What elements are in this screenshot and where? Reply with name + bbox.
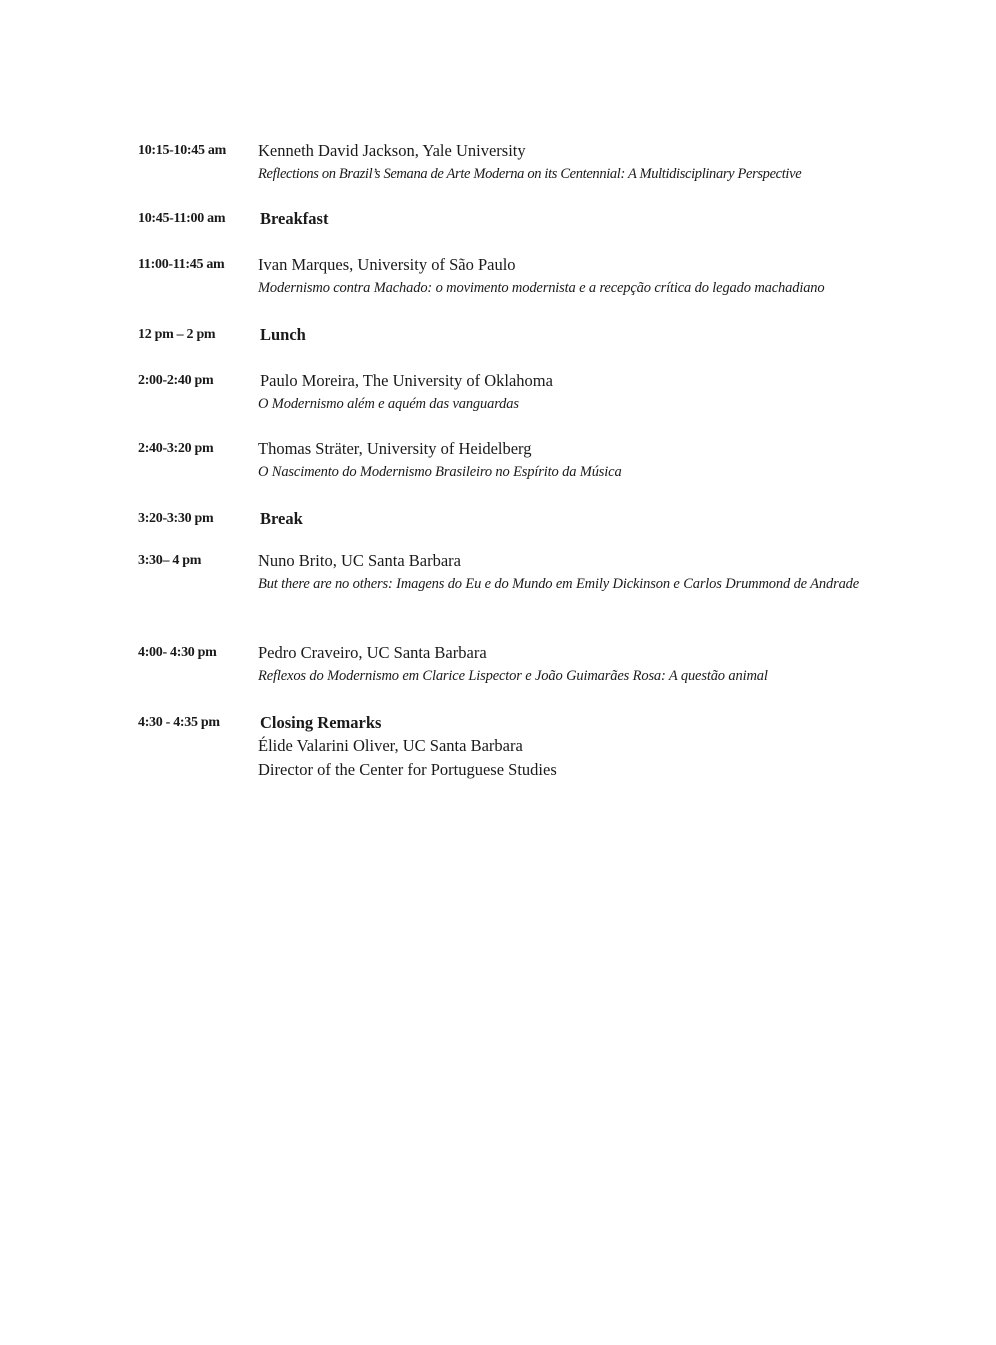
entry-time: 3:30– 4 pm xyxy=(138,553,202,568)
speaker-name: Nuno Brito, UC Santa Barbara xyxy=(258,551,462,570)
talk-title: O Nascimento do Modernismo Brasileiro no Espírito da Música xyxy=(258,464,622,480)
session-heading: Breakfast xyxy=(260,209,329,228)
speaker-name: Paulo Moreira, The University of Oklahoma xyxy=(260,371,553,390)
entry-content xyxy=(258,324,862,346)
talk-title: O Modernismo além e aquém das vanguardas xyxy=(258,396,519,412)
speaker-name: Thomas Sträter, University of Heidelberg xyxy=(258,439,532,458)
entry-content xyxy=(258,254,862,300)
session-heading: Closing Remarks xyxy=(260,713,382,732)
session-heading: Lunch xyxy=(260,325,306,344)
entry-time: 4:00- 4:30 pm xyxy=(138,645,217,660)
entry-content xyxy=(258,508,862,530)
closing-speaker-role: Director of the Center for Portuguese Studies xyxy=(258,760,557,779)
entry-content xyxy=(258,140,862,186)
entry-content xyxy=(258,712,862,782)
entry-time: 11:00-11:45 am xyxy=(138,257,225,272)
entry-time: 3:20-3:30 pm xyxy=(138,511,214,526)
talk-title: Reflexos do Modernismo em Clarice Lispector e João Guimarães Rosa: A questão animal xyxy=(258,668,768,684)
entry-time: 10:45-11:00 am xyxy=(138,211,226,226)
entry-time: 2:40-3:20 pm xyxy=(138,441,214,456)
entry-time: 2:00-2:40 pm xyxy=(138,373,214,388)
speaker-name: Pedro Craveiro, UC Santa Barbara xyxy=(258,643,487,662)
entry-content xyxy=(258,438,862,484)
speaker-name: Kenneth David Jackson, Yale University xyxy=(258,141,526,160)
entry-content xyxy=(258,370,862,416)
entry-content xyxy=(258,550,862,596)
entry-time: 4:30 - 4:35 pm xyxy=(138,715,220,730)
session-heading: Break xyxy=(260,509,303,528)
talk-title: Reflections on Brazil’s Semana de Arte Moderna on its Centennial: A Multidisciplinary Perspective xyxy=(258,166,802,182)
entry-time: 12 pm – 2 pm xyxy=(138,327,216,342)
speaker-name: Ivan Marques, University of São Paulo xyxy=(258,255,516,274)
entry-time: 10:15-10:45 am xyxy=(138,143,226,158)
talk-title: But there are no others: Imagens do Eu e do Mundo em Emily Dickinson e Carlos Drummond de Andrade xyxy=(258,576,860,592)
entry-content xyxy=(258,208,862,230)
entry-content xyxy=(258,642,862,688)
closing-speaker: Élide Valarini Oliver, UC Santa Barbara xyxy=(258,736,523,755)
talk-title: Modernismo contra Machado: o movimento modernista e a recepção crítica do legado machadiano xyxy=(258,280,825,296)
